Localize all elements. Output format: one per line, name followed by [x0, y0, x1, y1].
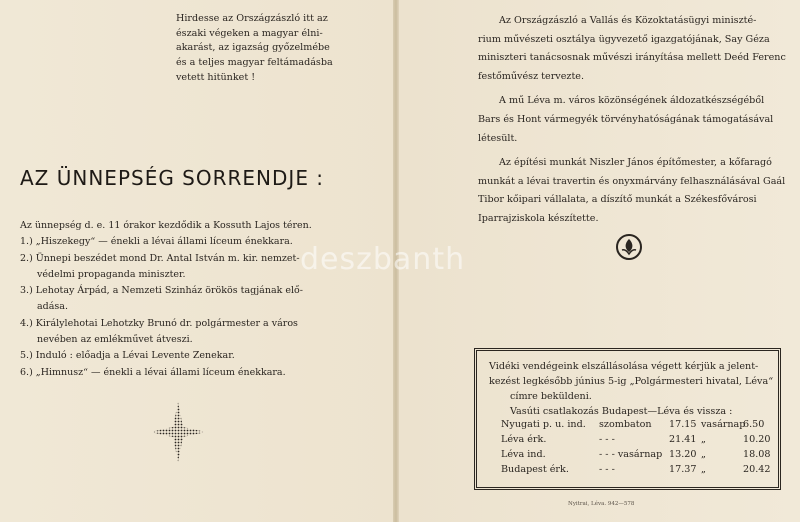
timetable-cell-station: Léva ind.: [501, 449, 546, 460]
notice-box: [474, 348, 781, 490]
paragraph-line: Iparrajziskola készítette.: [478, 212, 599, 224]
timetable-cell-d2: „: [701, 464, 706, 475]
paragraph-line: miniszteri tanácsosnak művészi irányítása mellett Deéd Ferenc: [478, 52, 786, 64]
program-line: 3.) Lehotay Árpád, a Nemzeti Szinház örökös tagjának elő-: [20, 285, 303, 297]
program-line: 4.) Királylehotai Lehotzky Brunó dr. polgármester a város: [20, 317, 298, 329]
timetable-cell-t1: 13.20: [669, 449, 697, 460]
timetable-cell-station: Budapest érk.: [501, 464, 569, 475]
timetable-row: [501, 417, 763, 432]
printer-note: Nyitrai, Léva. 942—578: [568, 501, 635, 507]
paragraph-line: Az építési munkát Niszler János építőmester, a kőfaragó: [499, 157, 772, 169]
timetable-cell-t1: 17.15: [669, 419, 697, 430]
paragraph-line: festőművész tervezte.: [478, 70, 585, 82]
timetable-cell-station: Nyugati p. u. ind.: [501, 419, 586, 430]
intro-line: és a teljes magyar feltámadásba: [176, 57, 333, 69]
program-line: adása.: [37, 301, 68, 313]
timetable-row: [501, 432, 771, 447]
timetable-row: [501, 447, 771, 462]
program-line: nevében az emlékművet átveszi.: [37, 334, 193, 346]
notice-line: Vidéki vendégeink elszállásolása végett kérjük a jelent-: [489, 361, 759, 372]
intro-line: északi végeken a magyar élni-: [176, 27, 323, 39]
timetable-cell-d1: - - -: [599, 434, 615, 445]
paragraph-line: A mű Léva m. város közönségének áldozatkészségéből: [499, 95, 765, 107]
timetable-cell-d1: szombaton: [599, 419, 652, 430]
watermark: deszbanth: [300, 242, 466, 277]
paragraph-line: rium művészeti osztálya ügyvezető igazgatójának, Say Géza: [478, 33, 770, 45]
timetable-cell-d2: vasárnap: [701, 419, 746, 430]
notice-line: címre beküldeni.: [510, 391, 592, 402]
timetable-cell-t2: 20.42: [743, 464, 771, 475]
intro-line: Hirdesse az Országzászló itt az: [176, 13, 328, 24]
timetable-cell-t1: 17.37: [669, 464, 697, 475]
printer-emblem-icon: [614, 232, 644, 262]
timetable-cell-d1: - - -: [599, 464, 615, 475]
timetable-cell-d1: - - - vasárnap: [599, 449, 663, 460]
intro-line: vetett hitünket !: [176, 71, 256, 83]
program-line: 1.) „Hiszekegy“ — énekli a lévai állami líceum énekkara.: [20, 236, 293, 248]
program-title: AZ ÜNNEPSÉG SORRENDJE :: [20, 166, 325, 190]
program-line: Az ünnepség d. e. 11 órakor kezdődik a Kossuth Lajos téren.: [20, 220, 312, 231]
paragraph-line: Bars és Hont vármegyék törvényhatóságának támogatásával: [478, 113, 774, 125]
program-line: 2.) Ünnepi beszédet mond Dr. Antal István m. kir. nemzet-: [20, 252, 300, 264]
right-paragraphs: [478, 12, 786, 229]
program-line: 5.) Induló : előadja a Lévai Levente Zenekar.: [20, 350, 235, 362]
program-line: védelmi propaganda miniszter.: [37, 268, 186, 280]
paragraph-line: Tibor kőipari vállalata, a díszítő munkát a Székesfővárosi: [478, 194, 757, 206]
timetable-row: [501, 462, 771, 477]
timetable: [501, 417, 771, 477]
notice-line: kezést legkésőbb június 5-ig „Polgármesteri hivatal, Léva“: [489, 376, 774, 387]
timetable-cell-d2: „: [701, 434, 706, 445]
timetable-cell-station: Léva érk.: [501, 434, 547, 445]
timetable-cell-t1: 21.41: [669, 434, 697, 445]
timetable-title: Vasúti csatlakozás Budapest—Léva és vissza :: [510, 406, 733, 417]
star-ornament-icon: [150, 402, 206, 462]
intro-text: [176, 12, 352, 86]
paragraph-line: létesült.: [478, 132, 518, 144]
paragraph-line: munkát a lévai travertin és onyxmárvány felhasználásával Gaál: [478, 175, 786, 187]
intro-line: akarást, az igazság győzelmébe: [176, 42, 330, 54]
timetable-cell-t2: 6.50: [743, 419, 765, 430]
paragraph-line: Az Országzászló a Vallás és Közoktatásügyi miniszté-: [499, 15, 757, 26]
timetable-cell-t2: 10.20: [743, 434, 771, 445]
timetable-cell-d2: „: [701, 449, 706, 460]
timetable-cell-t2: 18.08: [743, 449, 771, 460]
program-line: 6.) „Himnusz“ — énekli a lévai állami líceum énekkara.: [20, 366, 286, 378]
